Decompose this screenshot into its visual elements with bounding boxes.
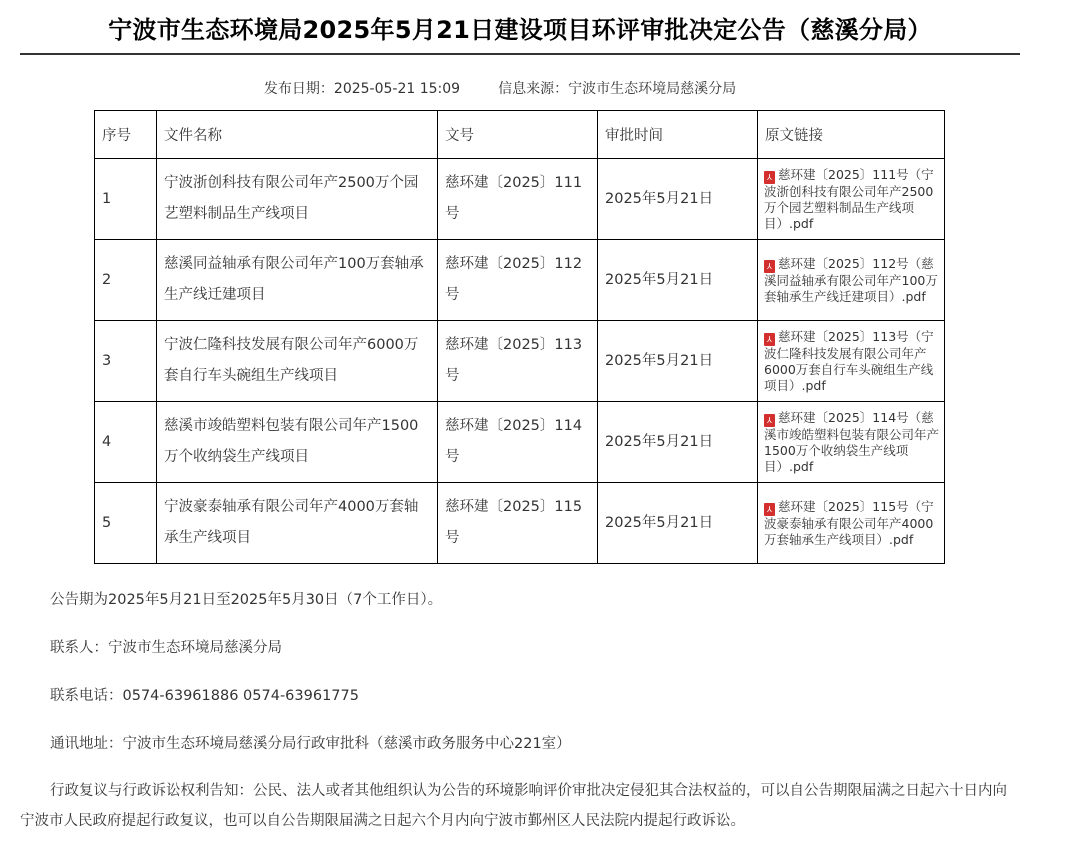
pdf-link[interactable]: 慈环建〔2025〕113号（宁波仁隆科技发展有限公司年产6000万套自行车头碗组生产线项目）.pdf: [764, 328, 934, 393]
row-approval-date: 2025年5月21日: [598, 240, 758, 321]
row-file-name: 宁波浙创科技有限公司年产2500万个园艺塑料制品生产线项目: [157, 159, 438, 240]
pdf-link[interactable]: 慈环建〔2025〕115号（宁波豪泰轴承有限公司年产4000万套轴承生产线项目）.pdf: [764, 498, 934, 547]
header-approval-date: 审批时间: [598, 111, 758, 159]
row-link-cell: [758, 240, 945, 321]
publish-date: 发布日期：2025-05-21 15:09: [263, 81, 461, 97]
header-original-link: 原文链接: [758, 111, 945, 159]
pdf-link[interactable]: 慈环建〔2025〕114号（慈溪市竣皓塑料包装有限公司年产1500万个收纳袋生产线项目）.pdf: [764, 409, 940, 474]
row-approval-date: 2025年5月21日: [598, 159, 758, 240]
row-file-name: 宁波豪泰轴承有限公司年产4000万套轴承生产线项目: [157, 483, 438, 564]
table-row: [95, 321, 945, 402]
row-no: 1: [95, 159, 157, 240]
table-row: [95, 240, 945, 321]
mailing-address: 通讯地址：宁波市生态环境局慈溪分局行政审批科（慈溪市政务服务中心221室）: [50, 736, 571, 752]
row-file-name: 宁波仁隆科技发展有限公司年产6000万套自行车头碗组生产线项目: [157, 321, 438, 402]
header-file-name: 文件名称: [157, 111, 438, 159]
title-divider: [20, 53, 1020, 55]
row-link-cell: [758, 321, 945, 402]
page-title: 宁波市生态环境局2025年5月21日建设项目环评审批决定公告（慈溪分局）: [108, 16, 932, 44]
row-approval-date: 2025年5月21日: [598, 402, 758, 483]
row-doc-no: 慈环建〔2025〕112号: [438, 240, 598, 321]
row-doc-no: 慈环建〔2025〕111号: [438, 159, 598, 240]
rights-notice: 行政复议与行政诉讼权利告知：公民、法人或者其他组织认为公告的环境影响评价审批决定侵犯其合法权益的，可以自公告期限届满之日起六十日内向宁波市人民政府提起行政复议，也可以自公告期限届满之日起六个月内向宁波市鄞州区人民法院内提起行政诉讼。: [20, 783, 1007, 829]
row-doc-no: 慈环建〔2025〕113号: [438, 321, 598, 402]
pdf-file-icon: ⅄: [764, 414, 775, 427]
row-approval-date: 2025年5月21日: [598, 321, 758, 402]
contact-phone: 联系电话：0574-63961886 0574-63961775: [50, 688, 359, 704]
announcement-period: 公告期为2025年5月21日至2025年5月30日（7个工作日）。: [50, 592, 443, 608]
pdf-link[interactable]: 慈环建〔2025〕111号（宁波浙创科技有限公司年产2500万个园艺塑料制品生产线项目）.pdf: [764, 166, 934, 231]
row-doc-no: 慈环建〔2025〕115号: [438, 483, 598, 564]
row-doc-no: 慈环建〔2025〕114号: [438, 402, 598, 483]
row-link-cell: [758, 483, 945, 564]
row-link-cell: [758, 402, 945, 483]
info-source: 信息来源：宁波市生态环境局慈溪分局: [498, 81, 737, 97]
row-file-name: 慈溪市竣皓塑料包装有限公司年产1500万个收纳袋生产线项目: [157, 402, 438, 483]
pdf-file-icon: ⅄: [764, 171, 775, 184]
row-no: 3: [95, 321, 157, 402]
pdf-link[interactable]: 慈环建〔2025〕112号（慈溪同益轴承有限公司年产100万套轴承生产线迁建项目）.pdf: [764, 255, 938, 304]
row-no: 5: [95, 483, 157, 564]
table-header-row: [95, 111, 945, 159]
contact-person: 联系人：宁波市生态环境局慈溪分局: [50, 640, 282, 656]
row-link-cell: [758, 159, 945, 240]
row-approval-date: 2025年5月21日: [598, 483, 758, 564]
header-no: 序号: [95, 111, 157, 159]
table-row: [95, 483, 945, 564]
pdf-file-icon: ⅄: [764, 333, 775, 346]
pdf-file-icon: ⅄: [764, 260, 775, 273]
table-row: [95, 402, 945, 483]
meta-info: [0, 78, 1000, 98]
row-no: 2: [95, 240, 157, 321]
row-no: 4: [95, 402, 157, 483]
pdf-file-icon: ⅄: [764, 503, 775, 516]
table-row: [95, 159, 945, 240]
approval-table: [94, 110, 945, 564]
row-file-name: 慈溪同益轴承有限公司年产100万套轴承生产线迁建项目: [157, 240, 438, 321]
header-doc-no: 文号: [438, 111, 598, 159]
